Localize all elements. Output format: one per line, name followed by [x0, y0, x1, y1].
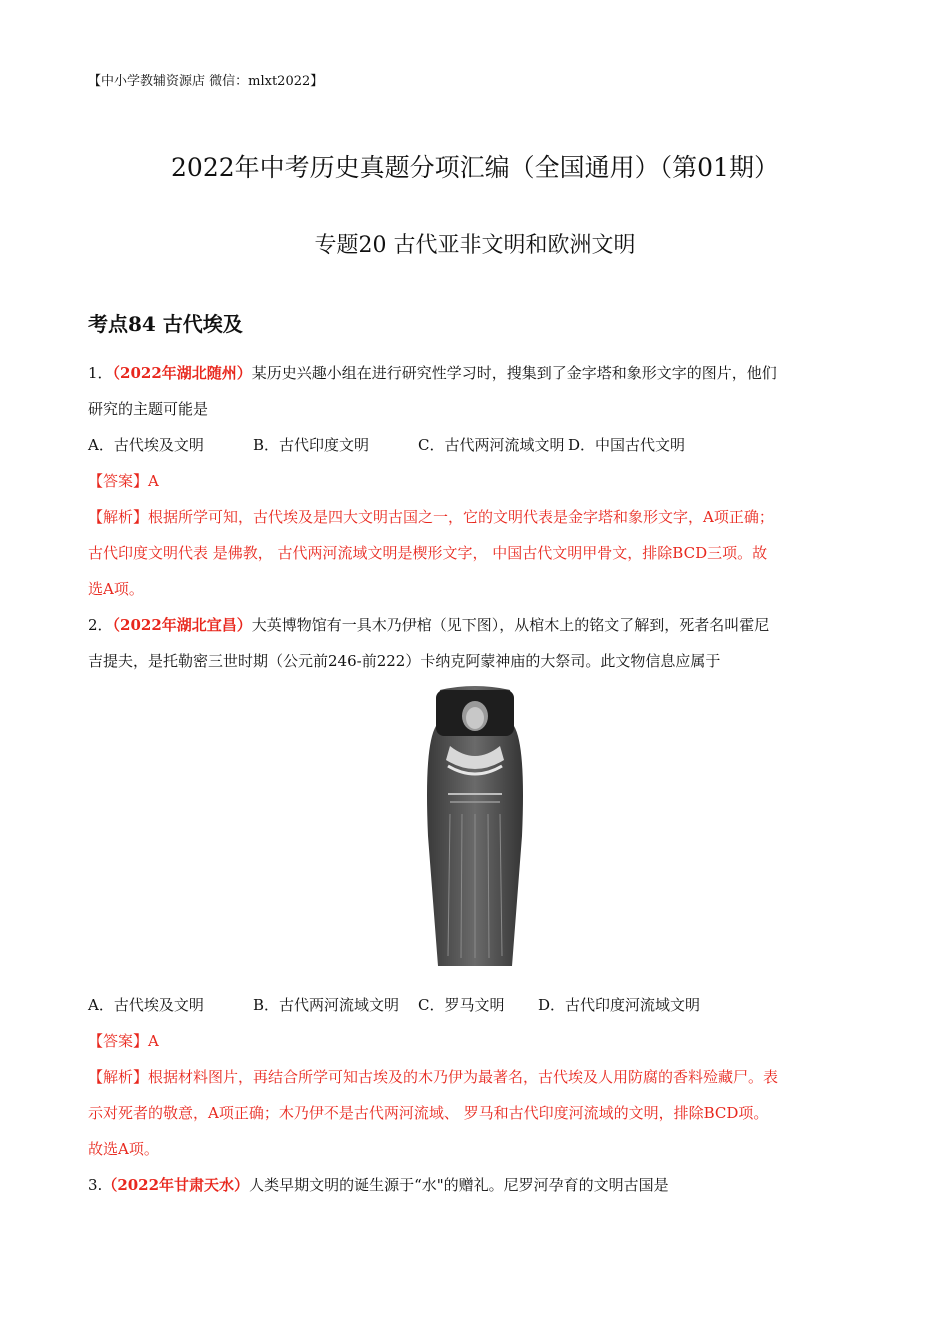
q2-analysis-line2: 示对死者的敬意，A项正确；木乃伊不是古代两河流域、 罗马和古代印度河流域的文明，排除BCD项。: [88, 1104, 769, 1122]
q3-stem-line1: [88, 1174, 669, 1195]
q2-answer: 【答案】A: [88, 1032, 159, 1050]
q1-number: 1．: [88, 364, 113, 382]
section-heading: 考点84 古代埃及: [88, 312, 243, 336]
page-subtitle: 专题20 古代亚非文明和欧洲文明: [314, 233, 636, 258]
q3-number: 3.: [88, 1176, 103, 1194]
q2-option-d: D．古代印度河流域文明: [538, 996, 701, 1014]
mummy-coffin-image: [420, 686, 530, 970]
q1-answer: 【答案】A: [88, 472, 159, 490]
q2-option-c: C．罗马文明: [418, 996, 505, 1014]
q3-stem-text: 人类早期文明的诞生源于“水"的赠礼。尼罗河孕育的文明古国是: [249, 1176, 669, 1194]
q1-option-b: B．古代印度文明: [253, 436, 370, 454]
q1-stem-line1: [88, 362, 777, 383]
header-note: 【中小学教辅资源店 微信：mlxt2022】: [88, 74, 324, 89]
q2-option-a: A．古代埃及文明: [88, 996, 204, 1014]
q2-stem-text: 大英博物馆有一具木乃伊棺（见下图），从棺木上的铭文了解到，死者名叫霍尼: [251, 616, 770, 634]
q1-analysis-line2: 古代印度文明代表 是佛教， 古代两河流域文明是楔形文字， 中国古代文明甲骨文，排除BCD三项。故: [88, 544, 768, 562]
q1-analysis-line1: 【解析】根据所学可知，古代埃及是四大文明古国之一，它的文明代表是金字塔和象形文字，A项正确；: [88, 508, 774, 526]
q3-source: （2022年甘肃天水）: [102, 1176, 250, 1194]
q1-option-c: C．古代两河流域文明: [418, 436, 565, 454]
q1-options: [88, 434, 685, 455]
q1-stem-text: 某历史兴趣小组在进行研究性学习时，搜集到了金字塔和象形文字的图片，他们: [251, 364, 777, 382]
q2-options: [88, 994, 700, 1015]
q1-option-a: A．古代埃及文明: [88, 436, 204, 454]
page-title: 2022年中考历史真题分项汇编（全国通用）（第01期）: [171, 153, 779, 182]
q1-option-d: D．中国古代文明: [568, 436, 686, 454]
q2-source: （2022年湖北宜昌）: [112, 616, 252, 634]
q1-stem-line2: 研究的主题可能是: [88, 400, 209, 418]
q2-analysis-line1: 【解析】根据材料图片，再结合所学可知古埃及的木乃伊为最著名，古代埃及人用防腐的香料殓藏尸。表: [88, 1068, 779, 1086]
q2-option-b: B．古代两河流域文明: [253, 996, 400, 1014]
q1-source: （2022年湖北随州）: [112, 364, 252, 382]
q1-analysis-line3: 选A项。: [88, 580, 144, 598]
q2-number: 2．: [88, 616, 113, 634]
q2-analysis-line3: 故选A项。: [88, 1140, 159, 1158]
q2-stem-line2: 吉提夫，是托勒密三世时期（公元前246-前222）卡纳克阿蒙神庙的大祭司。此文物信息应属于: [88, 652, 721, 670]
q2-stem-line1: [88, 614, 769, 635]
